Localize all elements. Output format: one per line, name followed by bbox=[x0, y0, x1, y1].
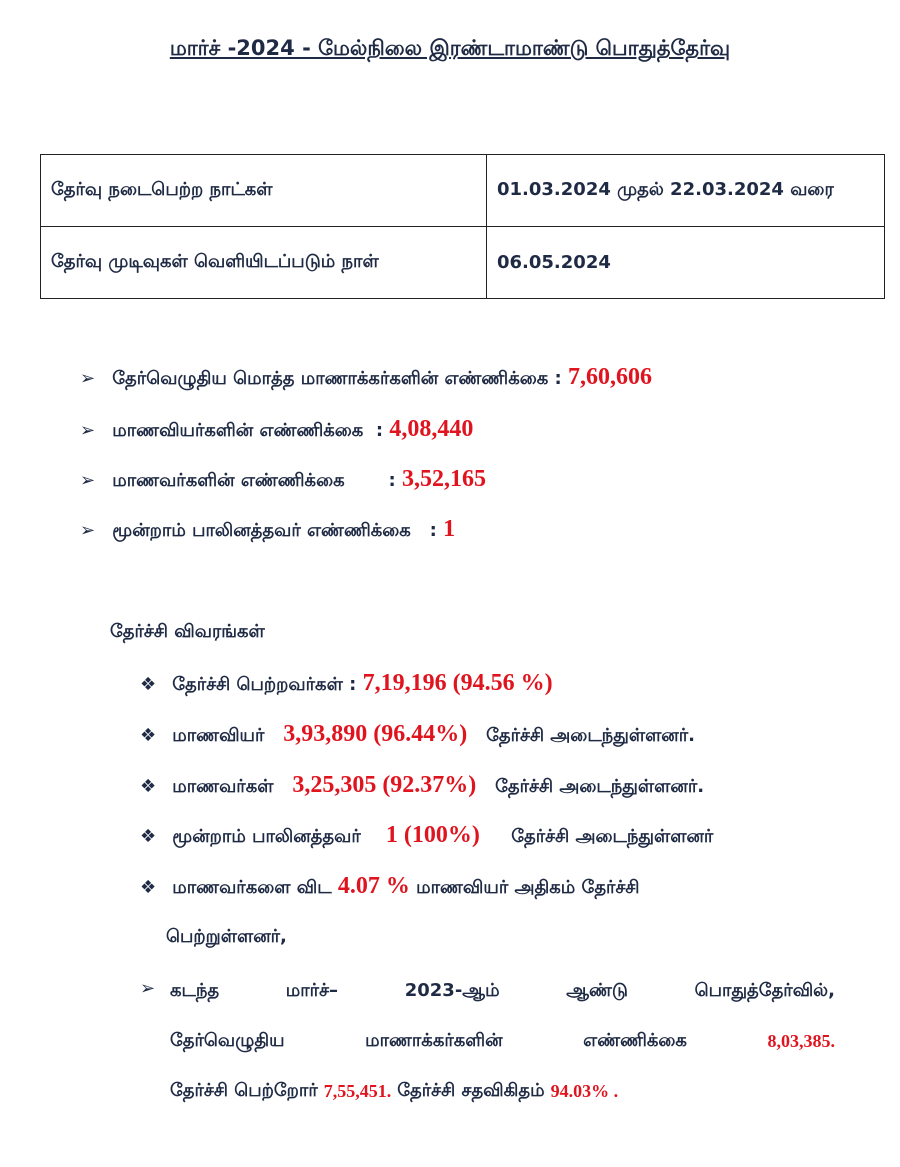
comparison-line bbox=[170, 1066, 835, 1116]
stat-value: 7,60,606 bbox=[568, 364, 653, 390]
comparison-word: தேர்வெழுதிய bbox=[170, 1029, 285, 1051]
stat-label: மாணவியர்களின் எண்ணிக்கை bbox=[112, 420, 364, 441]
result-suffix: தேர்ச்சி அடைந்துள்ளனர் bbox=[511, 826, 714, 847]
result-value: 3,25,305 (92.37%) bbox=[292, 772, 477, 798]
result-third-gender bbox=[140, 822, 713, 849]
result-value: 1 (100%) bbox=[385, 822, 480, 848]
diamond-bullet-icon: ❖ bbox=[140, 725, 157, 746]
result-suffix: தேர்ச்சி அடைந்துள்ளனர். bbox=[495, 776, 705, 797]
comparison-word: ஆண்டு bbox=[566, 979, 628, 1001]
table-row bbox=[41, 227, 885, 299]
result-label: தேர்ச்சி பெற்றவர்கள் bbox=[172, 674, 343, 695]
result-value: 3,93,890 (96.44%) bbox=[283, 721, 468, 747]
comparison-word: தேர்ச்சி சதவிகிதம் bbox=[397, 1079, 545, 1101]
table-cell-label: தேர்வு நடைபெற்ற நாட்கள் bbox=[41, 155, 487, 227]
stat-label: மாணவர்களின் எண்ணிக்கை bbox=[112, 470, 345, 491]
comparison-value: 94.03% . bbox=[550, 1080, 619, 1101]
arrow-bullet-icon: ➢ bbox=[80, 368, 96, 389]
results-heading: தேர்ச்சி விவரங்கள் bbox=[110, 621, 265, 642]
comparison-word: மாணாக்கர்களின் bbox=[365, 1029, 503, 1051]
stat-label: தேர்வெழுதிய மொத்த மாணாக்கர்களின் எண்ணிக்கை bbox=[112, 368, 549, 389]
page-title: மார்ச் -2024 - மேல்நிலை இரண்டாமாண்டு பொதுத்தேர்வு bbox=[169, 36, 731, 60]
arrow-bullet-icon: ➢ bbox=[80, 520, 96, 541]
comparison-word: மார்ச்– bbox=[285, 979, 339, 1001]
comparison-word: எண்ணிக்கை bbox=[583, 1029, 687, 1051]
comparison-line bbox=[170, 1016, 835, 1066]
arrow-bullet-icon: ➢ bbox=[80, 470, 96, 491]
stat-value: 1 bbox=[443, 516, 456, 542]
comparison-value: 7,55,451. bbox=[323, 1080, 392, 1101]
comparison-line bbox=[170, 966, 835, 1016]
arrow-bullet-icon: ➢ bbox=[80, 420, 96, 441]
stat-girls: ➢ மாணவியர்களின் எண்ணிக்கை : 4,08,440 bbox=[80, 416, 474, 442]
table-cell-value: 06.05.2024 bbox=[487, 227, 885, 299]
comparison-word: கடந்த bbox=[170, 979, 220, 1001]
stat-value: 4,08,440 bbox=[389, 416, 474, 442]
diamond-bullet-icon: ❖ bbox=[140, 826, 157, 847]
result-girls bbox=[140, 721, 695, 748]
comparison-word: 2023-ஆம் bbox=[404, 979, 500, 1001]
exam-info-table bbox=[40, 154, 885, 299]
comparison-paragraph bbox=[170, 966, 835, 1116]
result-value: 7,19,196 (94.56 %) bbox=[362, 670, 553, 696]
result-label: மாணவர்கள் bbox=[172, 776, 274, 797]
result-total-passed: ❖ தேர்ச்சி பெற்றவர்கள் : 7,19,196 (94.56 %) bbox=[140, 670, 553, 696]
stat-boys: ➢ மாணவர்களின் எண்ணிக்கை : 3,52,165 bbox=[80, 466, 486, 492]
stat-value: 3,52,165 bbox=[402, 466, 486, 492]
comparison-word: தேர்ச்சி பெற்றோர் bbox=[170, 1079, 318, 1101]
stat-label: மூன்றாம் பாலினத்தவர் எண்ணிக்கை bbox=[112, 520, 411, 541]
result-suffix: மாணவியர் அதிகம் தேர்ச்சி bbox=[416, 877, 640, 898]
table-cell-label: தேர்வு முடிவுகள் வெளியிடப்படும் நாள் bbox=[41, 227, 487, 299]
comparison-value: 8,03,385. bbox=[767, 1030, 835, 1051]
diamond-bullet-icon: ❖ bbox=[140, 776, 157, 797]
diamond-bullet-icon: ❖ bbox=[140, 877, 157, 898]
result-boys bbox=[140, 772, 704, 799]
table-cell-value: 01.03.2024 முதல் 22.03.2024 வரை bbox=[487, 155, 885, 227]
result-prefix: மாணவர்களை விட bbox=[172, 877, 332, 898]
result-label: மூன்றாம் பாலினத்தவர் bbox=[172, 826, 361, 847]
arrow-bullet-icon: ➢ bbox=[140, 978, 156, 999]
result-difference bbox=[140, 873, 640, 900]
stat-total-students: ➢ தேர்வெழுதிய மொத்த மாணாக்கர்களின் எண்ணிக்கை : 7,60,606 bbox=[80, 364, 653, 390]
result-suffix: தேர்ச்சி அடைந்துள்ளனர். bbox=[486, 725, 696, 746]
result-value: 4.07 % bbox=[337, 873, 410, 899]
comparison-word: பொதுத்தேர்வில், bbox=[694, 979, 835, 1001]
table-row bbox=[41, 155, 885, 227]
diamond-bullet-icon: ❖ bbox=[140, 674, 157, 695]
result-difference-line2: பெற்றுள்ளனர், bbox=[166, 926, 287, 947]
result-label: மாணவியர் bbox=[172, 725, 265, 746]
stat-third-gender: ➢ மூன்றாம் பாலினத்தவர் எண்ணிக்கை : 1 bbox=[80, 516, 456, 542]
